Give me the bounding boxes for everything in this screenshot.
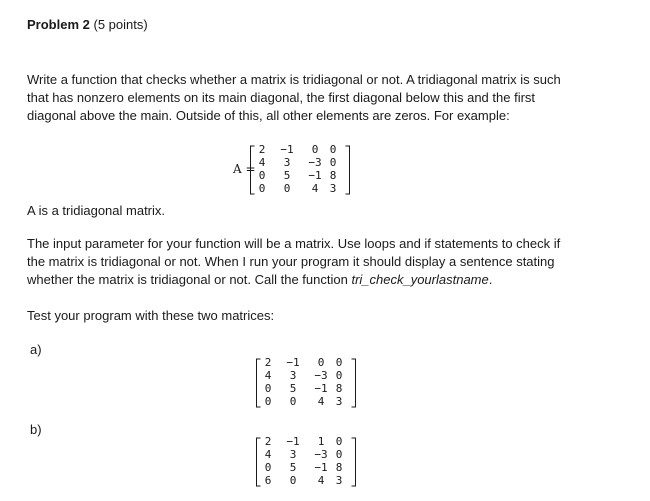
example-caption: A is a tridiagonal matrix. [27,203,166,218]
matrix-cell: 4 [311,182,319,195]
matrix-cell: 6 [264,474,272,487]
matrix-cell: 3 [335,474,343,487]
matrix-cell: 2 [258,143,266,156]
matrix-cell: 4 [317,474,325,487]
matrix-cell: 0 [258,182,266,195]
matrix-cell: 3 [335,395,343,408]
intro-line: diagonal above the main. Outside of this, all other elements are zeros. For example: [27,108,510,123]
matrix-cell: −3 [308,156,322,169]
matrix-cell: −3 [314,448,328,461]
matrix-cell: 0 [283,182,291,195]
right-bracket [352,359,356,407]
task-paragraph [27,235,560,289]
matrix-cell: 4 [317,395,325,408]
matrix-cell: 0 [335,435,343,448]
problem-title [27,17,148,32]
problem-number: Problem 2 [27,17,90,32]
matrix-cell: 0 [335,356,343,369]
matrix-cell: 8 [329,169,337,182]
matrix-cell: 5 [289,382,297,395]
example-matrix-label: A = [233,162,256,176]
matrix-cell: 3 [289,369,297,382]
matrix-cell: 0 [264,395,272,408]
matrix-cell: −1 [308,169,322,182]
matrix-cell: 3 [283,156,291,169]
matrix-cell: 0 [335,448,343,461]
matrix-cell: 0 [335,369,343,382]
matrix-cell: 3 [289,448,297,461]
matrix-cell: 0 [329,156,337,169]
matrix-cell: −1 [286,435,300,448]
matrix-cell: 0 [264,461,272,474]
matrix-cell: 4 [258,156,266,169]
test-b-matrix [254,435,384,487]
intro-line: Write a function that checks whether a matrix is tridiagonal or not. A tridiagonal matrix is such [27,72,561,87]
matrix-cell: 0 [317,356,325,369]
intro-paragraph [27,71,561,125]
matrix-cell: 0 [289,395,297,408]
right-bracket [352,438,356,486]
matrix-cell: −3 [314,369,328,382]
problem-points: (5 points) [93,17,148,32]
test-b-label: b) [30,422,42,437]
matrix-cell: 4 [264,369,272,382]
function-name: tri_check_yourlastname [351,272,489,287]
matrix-cell: 8 [335,461,343,474]
task-line: The input parameter for your function will be a matrix. Use loops and if statements to check if [27,236,561,251]
matrix-cell: 1 [317,435,325,448]
matrix-cell: 0 [264,382,272,395]
matrix-cell: −1 [314,382,328,395]
matrix-cell: 0 [311,143,319,156]
right-bracket [346,146,350,194]
matrix-cell: −1 [280,143,294,156]
test-a-matrix [254,356,384,408]
example-matrix [248,143,378,195]
matrix-cell: 8 [335,382,343,395]
test-intro: Test your program with these two matrices: [27,308,275,323]
matrix-cell: 2 [264,435,272,448]
intro-line: that has nonzero elements on its main diagonal, the first diagonal below this and the first [27,90,536,105]
matrix-cell: −1 [314,461,328,474]
matrix-cell: 5 [289,461,297,474]
matrix-cell: 2 [264,356,272,369]
matrix-cell: 0 [289,474,297,487]
matrix-cell: −1 [286,356,300,369]
test-a-label: a) [30,342,42,357]
task-line: the matrix is tridiagonal or not. When I run your program it should display a sentence stating [27,254,555,269]
matrix-cell: 3 [329,182,337,195]
matrix-cell: 5 [283,169,291,182]
matrix-cell: 0 [258,169,266,182]
matrix-cell: 0 [329,143,337,156]
matrix-cell: 4 [264,448,272,461]
task-line: whether the matrix is tridiagonal or not. Call the function tri_check_yourlastname. [27,272,493,287]
